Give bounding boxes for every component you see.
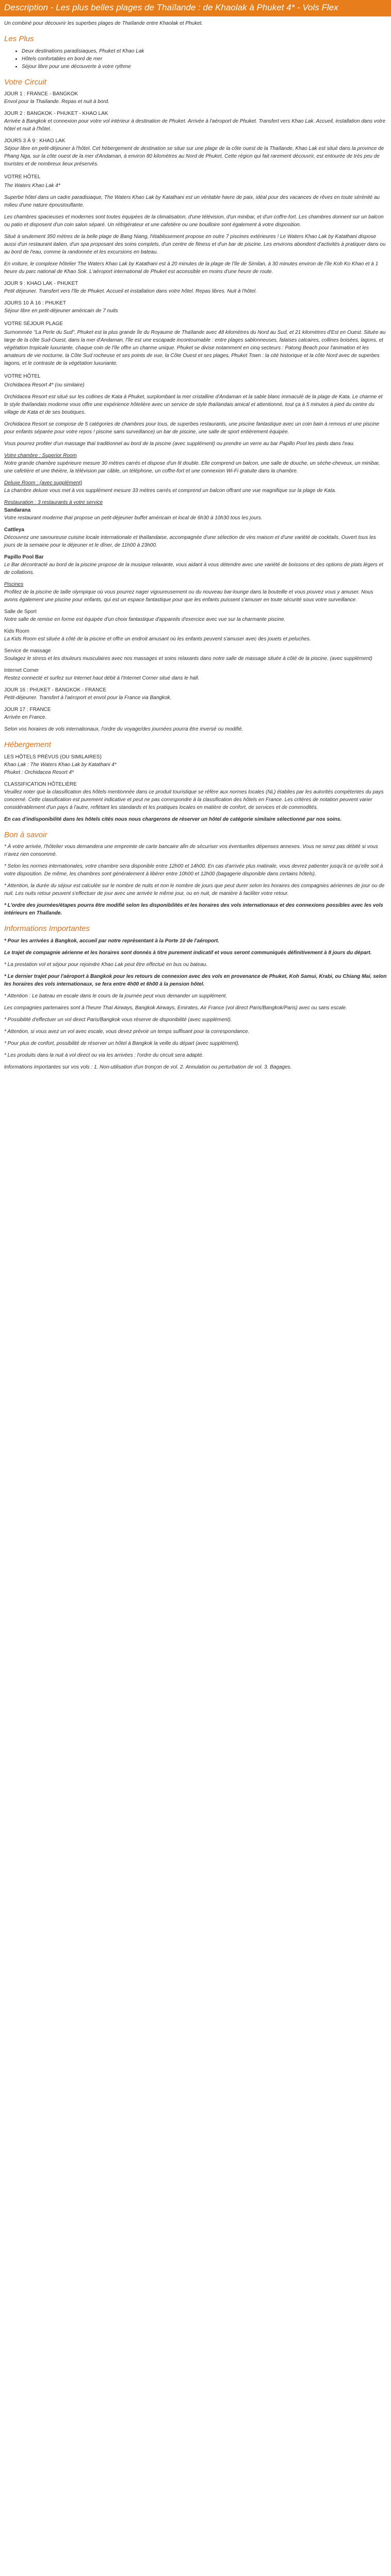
info-item: * La prestation vol et séjour pour rejoindre Khao Lak peut être effectué en bus ou bateau. bbox=[4, 961, 208, 968]
day-text: Petit déjeuner. Transfert vers l'île de Phuket. Accueil et installation dans votre hôtel. Repas libres. Nuit à l'hôtel. bbox=[4, 289, 257, 295]
day-title: JOUR 9 : KHAO LAK - PHUKET bbox=[4, 281, 78, 287]
facility-title: Piscines bbox=[4, 582, 24, 588]
room-text: Notre grande chambre supérieure mesure 30 mètres carrés et dispose d'un lit double. Elle comprend un balcon, une salle de douche, un sèche-cheveux, un minibar, une cafetière et une théière, la télévision par câble, un téléphone, un coffre-fort et une connexion Wi-Fi gratuite dans la chambre. bbox=[4, 461, 380, 474]
day-block bbox=[4, 110, 387, 133]
day-title: JOUR 2 : BANGKOK - PHUKET - KHAO LAK bbox=[4, 111, 108, 117]
day-text: Arrivée à Bangkok et connexion pour votre vol intérieur à destination de Phuket. Arrivée à l'aéroport de Phuket. Transfert vers Khao Lak. Accueil, installation dans votre hôtel et nuit à l'hôtel. bbox=[4, 118, 386, 132]
hotel-paragraph: Orchidacea Resort est situé sur les collines de Kata à Phuket, surplombant la mer cristalline d'Andaman et la sable blanc immaculé de la plage de Kata. Le charme et le style thaïlandais moderne vous offre une expérience hôtelière avec un service de style thaïlandais amical et attentionné, tout ça à 5 minutes à pied du centre du village de Kata et de ses boutiques. bbox=[4, 394, 383, 416]
info-item: * Attention, si vous avez un vol avec escale, vous devez prévoir un temps suffisant pour la correspondance. bbox=[4, 1028, 250, 1035]
day-block bbox=[4, 90, 387, 106]
section-heading-bon-a-savoir: Bon à savoir bbox=[4, 830, 47, 839]
bon-a-savoir-item: * À votre arrivée, l'hôtelier vous demandera une empreinte de carte bancaire afin de sécuriser vos éventuelles dépenses annexes. Vous ne serez pas débité si vous n'avez rien consommé. bbox=[4, 844, 378, 858]
restaurants-label: Restauration : 3 restaurants à votre service bbox=[4, 500, 103, 506]
day-text: Arrivée en France. bbox=[4, 715, 47, 721]
hotel-paragraph: Vous pourrez profiter d'un massage thaï traditionnel au bord de la piscine (avec supplément) ou prendre un verre au bar Papillo Pool les pieds dans l'eau. bbox=[4, 441, 355, 447]
hotel-paragraph: Les chambres spacieuses et modernes sont toutes équipées de la climatisation, d'une télévision, d'un minibar, et d'un coffre-fort. Les chambres donnent sur un balcon ou patio et disposent d'un coin salon séparé. Un réfrigérateur et une cafetière ou une bouilloire sont également à votre disposition. bbox=[4, 214, 384, 228]
section-heading-les-plus: Les Plus bbox=[4, 35, 34, 44]
classification-label: CLASSIFICATION HÔTELIÈRE bbox=[4, 781, 77, 787]
day-title: JOURS 3 À 9 : KHAO LAK bbox=[4, 138, 66, 144]
info-item: * Possibilité d'effectuer un vol direct Paris/Bangkok vous réserve de disponibilité (avec supplément). bbox=[4, 1016, 232, 1023]
facility-title: Cattleya bbox=[4, 527, 24, 533]
facility-block bbox=[4, 647, 387, 663]
day-text: Petit-déjeuner. Transfert à l'aéroport et envol pour la France via Bangkok. bbox=[4, 695, 172, 701]
room-label: Deluxe Room : (avec supplément) bbox=[4, 480, 83, 486]
page bbox=[0, 0, 391, 1091]
facility-block bbox=[4, 608, 387, 623]
classification-block bbox=[4, 781, 387, 811]
day-block bbox=[4, 137, 387, 168]
facility-title: Sandarana bbox=[4, 507, 31, 514]
page-title-banner: Description - Les plus belles plages de Thaïlande : de Khaolak à Phuket 4* - Vols Flex bbox=[0, 0, 391, 16]
facility-block bbox=[4, 581, 387, 604]
classification-note: En cas d'indisponibilité dans les hôtels cités nous nous chargerons de réserver un hôtel de catégorie similaire sélectionné par nos soins. bbox=[4, 816, 342, 822]
day-title: JOUR 17 : FRANCE bbox=[4, 707, 51, 713]
facility-text: Restez connecté et surfez sur Internet haut débit à l'Internet Corner situé dans le hall. bbox=[4, 675, 200, 682]
circuit-note: Selon vos horaires de vols internationaux, l'ordre du voyage/des journées pourra être inversé ou modifié. bbox=[4, 726, 243, 733]
day-block bbox=[4, 280, 387, 295]
facility-text: Votre restaurant moderne thaï propose un petit-déjeuner buffet américain et local de 6h30 à 10h30 tous les jours. bbox=[4, 515, 263, 521]
classification-text: Veuillez noter que la classification des hôtels mentionnée dans ce produit touristique se réfère aux normes locales (NL) établies par les autorités compétentes du pays concerné. Cette classification est purement indicative et peut ne pas correspondre à la classification des hôtels en France. Les critères de notation peuvent varier considérablement d'un pays à l'autre, reflétant les standards et les pratiques locales en matière de confort, de services et de commodités. bbox=[4, 789, 384, 810]
hotel-paragraph: Situé à seulement 350 mètres de la belle plage de Bang Niang, l'établissement propose en outre 7 piscines extérieures ! Le Waters Khao Lak by Katathani dispose aussi d'un restaurant italien, d'un spa proposant des soins complets, d'un centre de fitness et d'un bar de piscine. Les environs abondent d'activités à pratiquer dans ou au bord de l'eau, comme la randonnée et les excursions en bateau. bbox=[4, 234, 386, 256]
facility-block bbox=[4, 526, 387, 549]
info-item: * Pour plus de confort, possibilité de réserver un hôtel à Bangkok la veille du départ (avec supplément). bbox=[4, 1040, 240, 1046]
hotel-paragraph: En voiture, le complexe hôtelier The Waters Khao Lak by Katathani est à 20 minutes de la plage de l'île de Similan, à 30 minutes environ de l'île Koh Ko Khao et à 1 heure du parc national de Khao Sok. L'aéroport international de Phuket est accessible en moins d'une heure de route. bbox=[4, 261, 379, 275]
day-block bbox=[4, 706, 387, 721]
les-plus-item: • Deux destinations paradisiaques, Phuket et Khao Lak bbox=[22, 47, 387, 55]
bon-a-savoir-item: * L'ordre des journées/étapes pourra être modifié selon les disponibilités et les horaires des vols internationaux et des connexions possibles avec les vols intérieurs en Thaïlande. bbox=[4, 903, 383, 917]
hotel-paragraph: Orchidacea Resort se compose de 5 catégories de chambres pour tous, de superbes restaurants, une piscine fantastique avec un coin bain à remous et une piscine pour enfants séparée pour votre repos ! piscine sans surveillance) un bar de piscine, une salle de sport entièrement équipée. bbox=[4, 421, 380, 435]
bon-a-savoir-item: * Attention, la durée du séjour est calculée sur le nombre de nuits et non le nombre de jours que peut durer selon les horaires des compagnies aériennes de jour ou de nuit. Les nuits retour peuvent s'effectuer de jour avec une arrivée le même jour, ou en nuit, de manière à faciliter votre retour. bbox=[4, 883, 385, 897]
facility-title: Service de massage bbox=[4, 648, 51, 654]
hotels-label: LES HÔTELS PRÉVUS (OU SIMILAIRES) bbox=[4, 754, 102, 760]
info-item: Informations importantes sur vos vols : 1. Non-utilisation d'un tronçon de vol. 2. Annulation ou perturbation de vol. 3. Bagages. bbox=[4, 1064, 292, 1070]
facility-text: Notre salle de remise en forme est équipée d'un choix fantastique d'appareils d'exercice avec vue sur la charmante piscine. bbox=[4, 617, 286, 623]
facility-block bbox=[4, 506, 387, 522]
day-title: JOUR 1 : FRANCE - BANGKOK bbox=[4, 91, 78, 97]
intro-text: Un combiné pour découvrir les superbes plages de Thaïlande entre Khaolak et Phuket. bbox=[4, 21, 203, 27]
hotel-label: VOTRE HÔTEL bbox=[4, 374, 41, 380]
day-text: Envol pour la Thaïlande. Repas et nuit à bord. bbox=[4, 99, 110, 105]
info-item: * Les produits dans la nuit à vol direct ou via les arrivées : l'ordre du circuit sera adapté. bbox=[4, 1052, 204, 1058]
hotel-entry: Khao Lak : The Waters Khao Lak by Katathani 4* bbox=[4, 761, 117, 768]
facility-text: Le Bar décontracté au bord de la piscine propose de la musique relaxante, vous aidant à vous détendre avec une variété de boissons et des options de plats légers et de collations. bbox=[4, 562, 383, 576]
hotel-name: The Waters Khao Lak 4* bbox=[4, 183, 60, 189]
hotel-entry: Phuket : Orchidacea Resort 4* bbox=[4, 769, 74, 775]
hotel-label: VOTRE HÔTEL bbox=[4, 174, 41, 180]
section-heading-infos: Informations Importantes bbox=[4, 924, 90, 934]
facility-title: Internet Corner bbox=[4, 668, 39, 674]
les-plus-item: • Hôtels confortables en bord de mer bbox=[22, 55, 387, 63]
section-heading-hebergement: Hébergement bbox=[4, 740, 51, 750]
facility-text: Profitez de la piscine de taille olympique où vous pourrez nager vigoureusement ou du nouveau bar-lounge dans la bouteille et vous pouvez vous y amuser. Nous avons également une piscine pour enfants, qui est un espace fantastique pour que les enfants puissent s'amuser en toute sécurité sous votre surveillance. bbox=[4, 589, 373, 603]
sejour-paragraph: Surnommée "La Perle du Sud", Phuket est la plus grande île du Royaume de Thaïlande avec 48 kilomètres du Nord au Sud, et 21 kilomètres d'Est en Ouest. Située au large de la côte Sud-Ouest, dans la mer d'Andaman, l'île est une escapade incontournable : entre plages sablonneuses, falaises calcaires, collines boisées, lagons, et végétation tropicale luxuriante, chaque coin de l'île offre un charme unique. Phuket se divise notamment en cinq secteurs : Patong Beach pour l'animation et les amateurs de vie nocturne, la Côte Sud rocheuse et ses points de vue, la Côte Ouest et ses plages, Phuket Town : la cité historique et la côte Nord avec de superbes lagons, et le contraste de la végétation luxuriante. bbox=[4, 330, 386, 367]
room-label: Votre chambre : Superior Room bbox=[4, 453, 77, 459]
hotel-paragraph: Superbe hôtel dans un cadre paradisiaque, The Waters Khao Lak by Katathani est un véritable havre de paix, idéal pour des vacances de rêves en toute sérénité au milieu d'une nature époustouflante. bbox=[4, 195, 380, 209]
facility-block bbox=[4, 553, 387, 577]
facility-block bbox=[4, 667, 387, 682]
facility-title: Papillo Pool Bar bbox=[4, 554, 44, 561]
facility-title: Kids Room bbox=[4, 629, 29, 635]
sejour-title: VOTRE SÉJOUR PLAGE bbox=[4, 321, 63, 327]
info-item: * Pour les arrivées à Bangkok, accueil par notre représentant à la Porte 10 de l'aéroport. bbox=[4, 938, 219, 944]
facility-text: La Kids Room est située à côté de la piscine et offre un endroit amusant où les enfants peuvent s'amuser avec des jouets et peluches. bbox=[4, 636, 311, 642]
room-text: La chambre deluxe vous met à vos supplément mesure 33 mètres carrés et comprend un balcon offrant une vue magnifique sur la plage de Kata. bbox=[4, 488, 336, 494]
day-block bbox=[4, 299, 387, 315]
hotel-name: Orchidacea Resort 4* (ou similaire) bbox=[4, 382, 85, 388]
main-content bbox=[0, 16, 391, 1091]
info-item: * Le dernier trajet pour l'aéroport à Bangkok pour les retours de connexion avec des vols en provenance de Phuket, Koh Samui, Krabi, ou Chiang Mai, selon les horaires des vols internationaux, se fera entre 4h00 et 6h00 à la pension hôtel. bbox=[4, 973, 387, 987]
facility-text: Soulagez le stress et les douleurs musculaires avec nos massages et soins relaxants dans notre salle de massage située à côté de la piscine. (avec supplément) bbox=[4, 656, 372, 662]
section-heading-votre-circuit: Votre Circuit bbox=[4, 77, 46, 87]
facility-text: Découvrez une savoureuse cuisine locale internationale et thaïlandaise, accompagnée d'une sélection de vins maison et d'une variété de cocktails. Ouvert tous les jours de la semaine pour le déjeuner et le dîner, de 11h00 à 23h00. bbox=[4, 535, 376, 549]
day-text: Séjour libre en petit-déjeuner à l'hôtel. Cet hébergement de destination se situe sur une plage de la côte ouest de la Thaïlande, Khao Lak est situé dans la province de Phang Nga, sur la côte ouest de la mer d'Andaman, à environ 80 kilomètres au Nord de Phuket. Cette région qui fait rarement découvrir, est entourée de très peu de touristes et de nombreux lieux préservés. bbox=[4, 146, 384, 167]
les-plus-list bbox=[4, 47, 387, 71]
info-item: Le trajet de compagnie aérienne et les horaires sont donnés à titre purement indicatif et vous seront communiqués définitivement à 8 jours du départ. bbox=[4, 950, 372, 956]
hotels-list bbox=[4, 753, 387, 776]
day-title: JOURS 10 À 16 : PHUKET bbox=[4, 300, 67, 307]
bon-a-savoir-item: * Selon les normes internationales, votre chambre sera disponible entre 12h00 et 14h00. En cas d'arrivée plus matinale, vous devrez patienter jusqu'à ce qu'elle soit à votre disposition. De même, les chambres sont généralement à libérer entre 10h00 et 12h00 (bagagerie disponible dans certains hôtels). bbox=[4, 863, 383, 877]
info-item: Les compagnies partenaires sont à l'heure Thaï Airways, Bangkok Airways, Emirates, Air France (vol direct Paris/Bangkok/Paris) avec ou sans escale. bbox=[4, 1005, 347, 1011]
les-plus-item: • Séjour libre pour une découverte à votre rythme bbox=[22, 63, 387, 71]
day-block bbox=[4, 686, 387, 702]
info-item: * Attention : Le bateau en escale dans le cours de la journée peut vous demander un supplément. bbox=[4, 993, 227, 999]
day-title: JOUR 16 : PHUKET - BANGKOK - FRANCE bbox=[4, 687, 107, 693]
day-text: Séjour libre en petit-déjeuner américain de 7 nuits bbox=[4, 308, 118, 314]
facility-title: Salle de Sport bbox=[4, 609, 37, 615]
facility-block bbox=[4, 628, 387, 643]
